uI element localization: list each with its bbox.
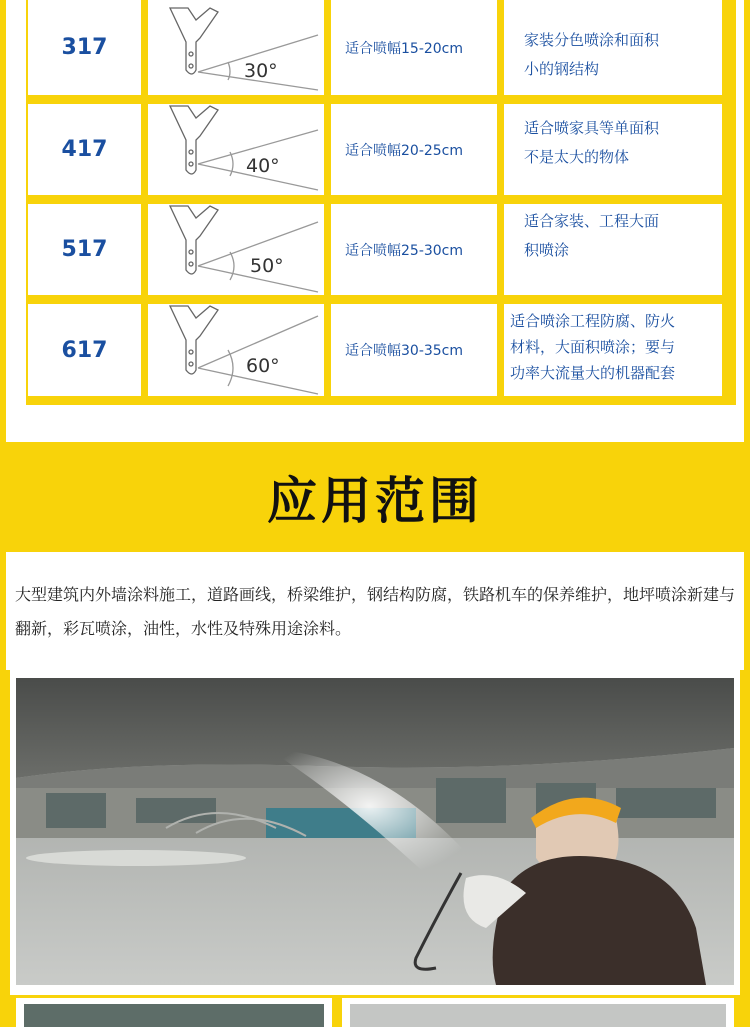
spray-tip-diagram <box>148 204 324 295</box>
usage-line: 家装分色喷涂和面积 <box>524 31 660 49</box>
table-row <box>28 304 722 396</box>
application-description: 大型建筑内外墙涂料施工，道路画线，桥梁维护，钢结构防腐，铁路机车的保养维护，地坪喷涂新建与翻新，彩瓦喷涂，油性，水性及特殊用途涂料。 <box>15 585 736 638</box>
model-number: 617 <box>28 304 141 396</box>
model-number: 517 <box>28 204 141 295</box>
spray-tip-diagram <box>148 304 324 396</box>
usage-description <box>504 304 722 396</box>
usage-line: 适合喷涂工程防腐、防火 <box>510 312 676 330</box>
usage-description <box>504 0 722 95</box>
application-photo-thumbnail <box>16 998 332 1027</box>
usage-line: 小的钢结构 <box>524 60 600 78</box>
usage-line: 适合喷家具等单面积 <box>524 119 660 137</box>
section-title-band <box>0 442 750 552</box>
usage-line: 不是太大的物体 <box>524 148 630 166</box>
worker-spraying-photo <box>16 678 734 985</box>
table-row <box>28 104 722 195</box>
usage-line: 材料，大面积喷涂；要与 <box>510 338 676 356</box>
spray-width-spec: 适合喷幅25-30cm <box>331 204 497 295</box>
additional-photos-strip <box>10 995 740 1027</box>
spray-angle-label: 60° <box>246 355 280 377</box>
usage-description <box>504 104 722 195</box>
usage-line: 积喷涂 <box>524 241 570 259</box>
table-row <box>28 0 722 95</box>
spray-tip-diagram <box>148 104 324 195</box>
spray-tip-diagram <box>148 0 324 95</box>
usage-line: 适合家装、工程大面 <box>524 212 660 230</box>
section-title: 应用范围 <box>267 472 483 530</box>
application-photo-frame <box>10 670 740 995</box>
model-number: 417 <box>28 104 141 195</box>
spray-width-spec: 适合喷幅20-25cm <box>331 104 497 195</box>
spray-angle-label: 40° <box>246 155 280 177</box>
usage-line: 功率大流量大的机器配套 <box>510 364 676 382</box>
table-row <box>28 204 722 295</box>
spray-angle-label: 30° <box>244 60 278 82</box>
model-number: 317 <box>28 0 141 95</box>
spray-width-spec: 适合喷幅15-20cm <box>331 0 497 95</box>
spray-angle-label: 50° <box>250 255 284 277</box>
spray-width-spec: 适合喷幅30-35cm <box>331 304 497 396</box>
usage-description <box>504 204 722 295</box>
application-photo-thumbnail <box>342 998 734 1027</box>
application-description-panel <box>6 552 744 670</box>
